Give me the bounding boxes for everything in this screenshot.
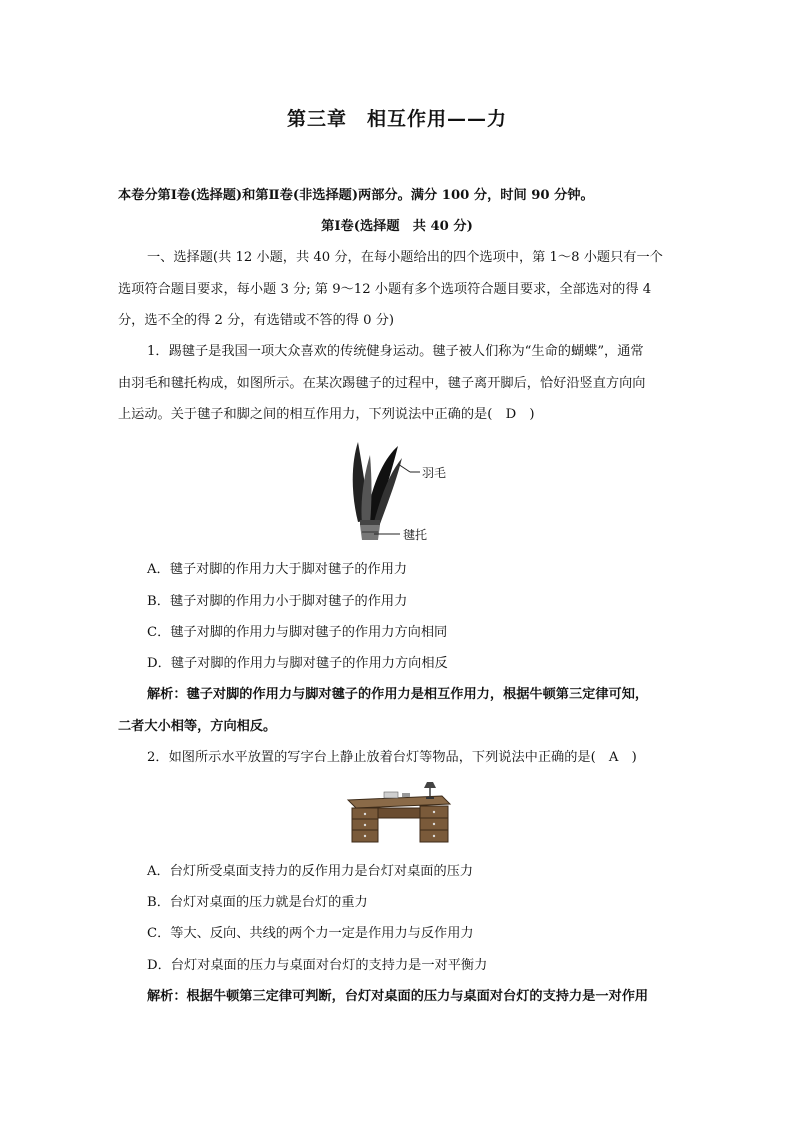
q1-analysis-line-2: 二者大小相等，方向相反。 (118, 719, 277, 734)
q1-analysis-line-1: 解析：毽子对脚的作用力与脚对毽子的作用力是相互作用力，根据牛顿第三定律可知， (147, 687, 649, 702)
q1-stem-line-3: 上运动。关于毽子和脚之间的相互作用力，下列说法中正确的是( D ) (118, 407, 535, 422)
q1-option-a: A．毽子对脚的作用力大于脚对毽子的作用力 (147, 562, 408, 577)
page-title: 第三章 相互作用——力 (286, 108, 507, 130)
figure-label-base: 毽托 (403, 528, 428, 542)
section-title: 第Ⅰ卷(选择题 共 40 分) (321, 219, 473, 234)
q1-option-d: D．毽子对脚的作用力与脚对毽子的作用力方向相反 (147, 656, 448, 671)
q2-option-d: D．台灯对桌面的压力与桌面对台灯的支持力是一对平衡力 (147, 958, 488, 973)
instructions-line-1: 一、选择题(共 12 小题，共 40 分，在每小题给出的四个选项中，第 1～8 小题只有一个 (147, 250, 663, 265)
q1-option-b: B．毽子对脚的作用力小于脚对毽子的作用力 (147, 594, 408, 609)
q1-option-c: C．毽子对脚的作用力与脚对毽子的作用力方向相同 (147, 625, 448, 640)
shuttlecock-figure (340, 440, 460, 550)
q2-option-c: C．等大、反向、共线的两个力一定是作用力与反作用力 (147, 926, 474, 941)
q2-option-b: B．台灯对桌面的压力就是台灯的重力 (147, 895, 368, 910)
desk-figure (344, 780, 454, 846)
q1-stem-line-1: 1．踢毽子是我国一项大众喜欢的传统健身运动。毽子被人们称为“生命的蝴蝶”，通常 (147, 344, 644, 359)
q2-analysis-line-1: 解析：根据牛顿第三定律可判断，台灯对桌面的压力与桌面对台灯的支持力是一对作用 (147, 989, 649, 1004)
instructions-line-2: 选项符合题目要求，每小题 3 分; 第 9～12 小题有多个选项符合题目要求，全部选对的得 4 (118, 282, 652, 297)
q2-stem-line-1: 2．如图所示水平放置的写字台上静止放着台灯等物品，下列说法中正确的是( A ) (147, 750, 637, 765)
q1-stem-line-2: 由羽毛和毽托构成，如图所示。在某次踢毽子的过程中，毽子离开脚后，恰好沿竖直方向向 (118, 376, 646, 391)
figure-label-feather: 羽毛 (422, 466, 447, 480)
instructions-line-3: 分，选不全的得 2 分，有选错或不答的得 0 分) (118, 313, 395, 328)
q2-option-a: A．台灯所受桌面支持力的反作用力是台灯对桌面的压力 (147, 864, 474, 879)
exam-intro: 本卷分第Ⅰ卷(选择题)和第Ⅱ卷(非选择题)两部分。满分 100 分，时间 90 分钟。 (118, 188, 594, 203)
